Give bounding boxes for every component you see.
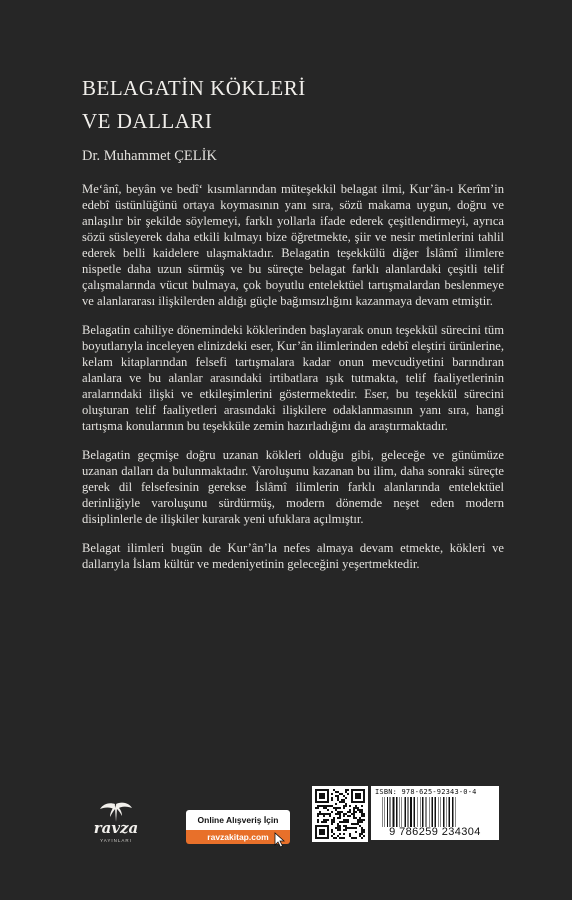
qr-code-icon bbox=[315, 789, 365, 839]
author-name: Dr. Muhammet ÇELİK bbox=[82, 148, 217, 164]
book-title-line-2: VE DALLARI bbox=[82, 109, 213, 133]
blurb-text bbox=[82, 181, 504, 585]
publisher-logo-word: ravza bbox=[93, 819, 139, 837]
isbn-label: ISBN: 978-625-92343-0-4 bbox=[375, 788, 477, 796]
blurb-paragraph-1: Me‘ânî, beyân ve bedî‘ kısımlarından müteşekkil belagat ilmi, Kur’ân-ı Kerîm’in edebî üstünlüğünü ortaya koymasının yanı sıra, sözü makama uygun, doğru ve anlaşılır bir şekilde söylemeyi, farklı yollarla ifade ederek çeşitlendirmeyi, ayrıca sözü süsleyerek daha etkili kılmayı bize öğretmekte, şiir ve nesir metinlerini tahlil ederek belli kaidelere ulaşmaktadır. Belagatin teşekkülü diğer İslâmî ilimlere nispetle daha uzun sürmüş ve bu süreçte belagat farklı alanlardaki çeşitli telif çalışmalarında vücut bulmaya, çok boyutlu entelektüel tartışmalardan beslenmeye ve alanlararası ilişkilerden aldığı güçle bağımsızlığını kazanmaya devam etmiştir. bbox=[82, 182, 504, 308]
blurb-paragraph-4: Belagat ilimleri bugün de Kur’ân’la nefes almaya devam etmekte, kökleri ve dallarıyla İslam kültür ve medeniyetinin geleceğini yeşertmektedir. bbox=[82, 541, 504, 571]
book-title bbox=[82, 72, 306, 138]
online-shop-label: Online Alışveriş İçin bbox=[186, 810, 290, 830]
isbn-barcode bbox=[371, 786, 499, 840]
book-title-line-1: BELAGATİN KÖKLERİ bbox=[82, 76, 306, 100]
publisher-logo bbox=[85, 800, 147, 846]
isbn-number: 9 786259 234304 bbox=[389, 826, 481, 838]
blurb-paragraph-2: Belagatin cahiliye dönemindeki köklerinden başlayarak onun teşekkül sürecini tüm boyutlarıyla inceleyen elinizdeki eser, Kur’ân ilimlerinden edebî eleştiri ürünlerine, kelam kitaplarından felsefi tartışmalara kadar onun mevcudiyetini barındıran alanlara ve bu alanlar arasındaki irtibatlara ışık tutmakta, telif faaliyetlerinin aralarındaki ilişki ve etkileşimlerini göstermektedir. Eser, bu teşekkül sürecini oluşturan telif faaliyetleri arasındaki ilişkilere odaklanmasının yanı sıra, hangi tartışma konularının bu teşekküle zemin hazırladığını da araştırmaktadır. bbox=[82, 323, 504, 433]
blurb-paragraph-3: Belagatin geçmişe doğru uzanan kökleri olduğu gibi, geleceğe ve günümüze uzanan dalları da bulunmaktadır. Varoluşunu kazanan bu ilim, daha sonraki süreçte gerek dil felsefesinin gerekse İslâmî ilimlerin farklı alanlarında entelektüel derinliğiyle varoluşunu sürdürmüş, modern dönemde neşet eden modern disiplinlerle de ilişkiler kurarak yeni ufuklara açılmıştır. bbox=[82, 448, 504, 526]
online-shop-badge[interactable] bbox=[186, 810, 290, 848]
online-shop-url[interactable]: ravzakitap.com bbox=[186, 830, 290, 844]
mouse-pointer-icon bbox=[274, 832, 286, 848]
qr-code[interactable] bbox=[312, 786, 368, 842]
publisher-logo-sub: YAYINLARI bbox=[100, 838, 132, 843]
barcode-bars bbox=[381, 797, 491, 827]
